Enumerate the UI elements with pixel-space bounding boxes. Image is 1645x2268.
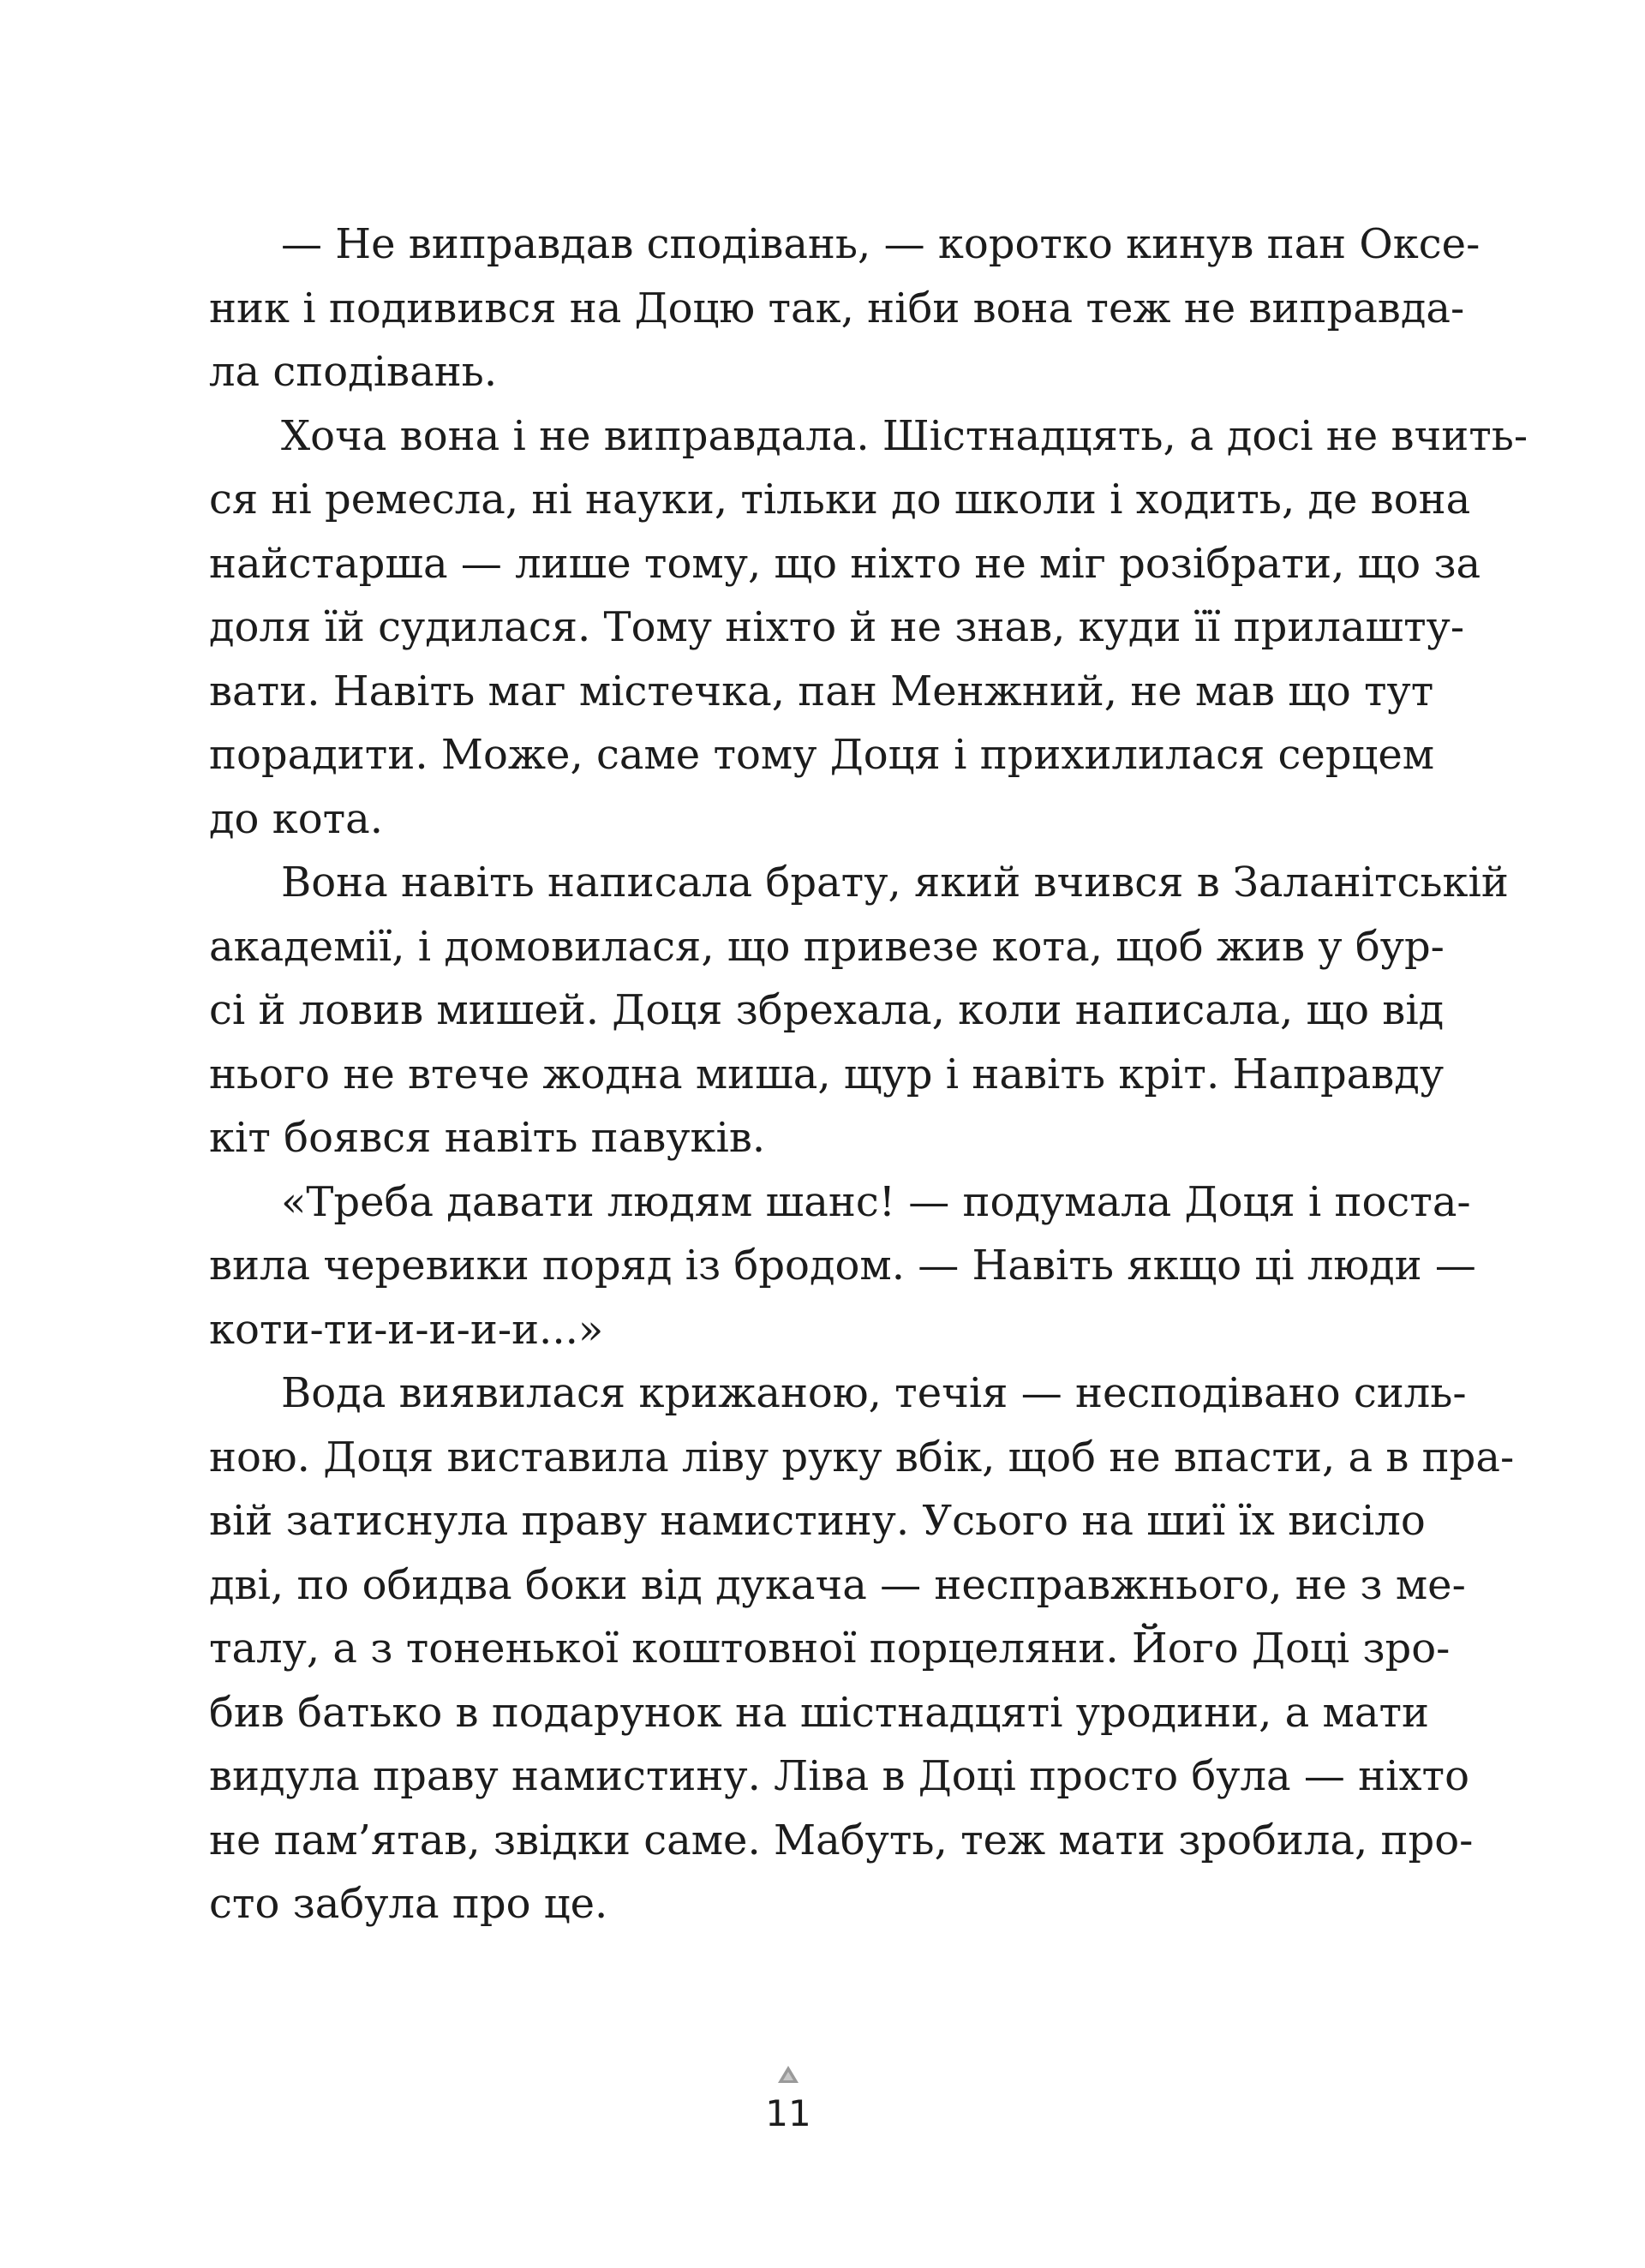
text-line: дві, по обидва боки від дукача — несправжнього, не з ме- [209, 1560, 1466, 1609]
text-line: до кота. [209, 794, 384, 843]
text-line: доля їй судилася. Тому ніхто й не знав, куди її прилашту- [209, 603, 1465, 651]
paragraph [209, 404, 1528, 852]
text-line: порадити. Може, саме тому Доця і прихилилася серцем [209, 731, 1435, 779]
triangle-icon [777, 2065, 799, 2084]
text-line: ся ні ремесла, ні науки, тільки до школи і ходить, де вона [209, 476, 1471, 524]
text-line: не пам’ятав, звідки саме. Мабуть, теж мати зробила, про- [209, 1816, 1474, 1864]
text-line: талу, а з тоненької коштовної порцеляни. Його Доці зро- [209, 1625, 1451, 1673]
text-line: Вода виявилася крижаною, течія — несподівано силь- [281, 1369, 1467, 1417]
text-line: ла сподівань. [209, 348, 498, 396]
text-line: найстарша — лише тому, що ніхто не міг розібрати, що за [209, 539, 1481, 588]
text-line: сто забула про це. [209, 1880, 608, 1928]
text-line: — Не виправдав сподівань, — коротко кинув пан Оксе- [281, 220, 1480, 268]
text-line: вій затиснула праву намистину. Усього на шиї їх висіло [209, 1497, 1426, 1545]
text-line: Хоча вона і не виправдала. Шістнадцять, а досі не вчить- [281, 411, 1528, 460]
text-line: бив батько в подарунок на шістнадцяті уродини, а мати [209, 1688, 1430, 1737]
paragraph [209, 851, 1509, 1170]
text-line: вила черевики поряд із бродом. — Навіть якщо ці люди — [209, 1242, 1476, 1290]
paragraph [209, 1361, 1515, 1936]
text-line: видула праву намистину. Ліва в Доці просто була — ніхто [209, 1752, 1469, 1800]
text-line: «Треба давати людям шанс! — подумала Доця і поста- [281, 1177, 1471, 1226]
text-line: сі й ловив мишей. Доця збрехала, коли написала, що від [209, 986, 1445, 1034]
text-line: коти-ти-и-и-и-и...» [209, 1305, 604, 1354]
text-line: Вона навіть написала брату, який вчився в Заланітській [281, 859, 1509, 907]
text-line: ною. Доця виставила ліву руку вбік, щоб не впасти, а в пра- [209, 1433, 1515, 1481]
text-line: кіт боявся навіть павуків. [209, 1114, 766, 1162]
page-number: 11 [765, 2092, 811, 2134]
page-footer [754, 2065, 822, 2135]
text-line: нього не втече жодна миша, щур і навіть кріт. Направду [209, 1050, 1445, 1098]
body-text [209, 212, 1528, 1936]
text-line: академії, і домовилася, що привезе кота, щоб жив у бур- [209, 922, 1445, 971]
text-line: ник і подивився на Доцю так, ніби вона теж не виправда- [209, 284, 1465, 332]
paragraph [209, 1170, 1476, 1362]
paragraph [209, 212, 1480, 404]
text-line: вати. Навіть маг містечка, пан Менжний, не мав що тут [209, 667, 1434, 715]
